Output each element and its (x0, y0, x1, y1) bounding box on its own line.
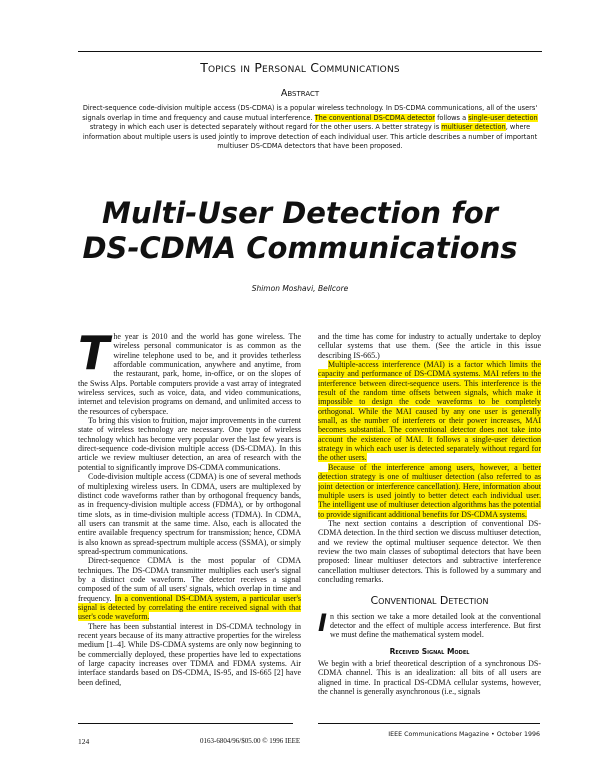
paragraph (318, 608, 541, 640)
paragraph (78, 472, 301, 556)
text-run: We begin with a brief theoretical description of a synchronous DS-CDMA channel. This is an idealization: all bits of all users are aligned in time. In practical DS-CDMA cellular systems, however, the channel is generally asynchronous (i.e., signals (318, 659, 541, 697)
highlighted-text: In a conventional DS-CDMA system, a particular user's signal is detected by correlating the entire received signal with that user's code waveform. (78, 593, 301, 622)
text-run: , where information about multiple users is used jointly to improve detection of each individual user. This article describes a number of important multiuser DS-CDMA detectors that have been proposed. (82, 123, 538, 151)
highlighted-text: multiuser detection (441, 123, 506, 132)
subsection-heading: Received Signal Model (389, 646, 470, 656)
text-run: Direct-sequence CDMA is the most popular of CDMA techniques. The DS-CDMA transmitter multiplies each user's signal by a distinct code waveform. The detector receives a signal composed of the sum of all users' signals, which overlap in time and frequency. (78, 556, 301, 603)
title-line-1: Multi-User Detection for (102, 196, 498, 230)
drop-cap: T (78, 332, 110, 380)
paragraph (318, 659, 541, 696)
author-byline: Shimon Moshavi, Bellcore (251, 284, 349, 293)
highlighted-text: Because of the interference among users, however, a better detection strategy is one of multiuser detection (also referred to as joint detection or interference cancellation). Here, information about multiple users is used jointly to better detect each individual user. The intelligent use of multiuser detection algorithms has the potential to provide significant additional benefits for DS-CDMA systems. (318, 462, 541, 519)
highlighted-text: The conventional DS-CDMA detector (314, 113, 435, 122)
text-run: There has been substantial interest in DS-CDMA technology in recent years because of its many attractive properties for the wireless medium [1–4]. While DS-CDMA systems are only now beginning to be commercially deployed, these properties have led to expectations of large capacity increases over TDMA and FDMA systems. Air interface standards based on DS-CDMA, IS-95, and IS-665 [2] have been defined, (78, 621, 301, 687)
paragraph (318, 463, 541, 519)
section-header: Topics in Personal Communications (200, 60, 400, 75)
abstract-text (78, 104, 542, 152)
section-heading: Conventional Detection (370, 594, 489, 608)
highlighted-text: Multiple-access interference (MAI) is a factor which limits the capacity and performance of DS-CDMA systems. MAI refers to the interference between direct-sequence users. This interference is the result of the random time offsets between signals, which make it impossible to design the code waveforms to be completely orthogonal. While the MAI caused by any one user is generally small, as the number of interferers or their power increases, MAI becomes substantial. The conventional detector does not take into account the existence of MAI. It follows a single-user detection strategy in which each user is detected separately without regard for the other users. (318, 360, 541, 463)
paragraph (78, 622, 301, 687)
paragraph (318, 332, 541, 360)
article-title (0, 196, 600, 266)
text-run: Code-division multiple access (CDMA) is one of several methods of multiplexing wireless users. In CDMA, users are multiplexed by distinct code waveforms rather than by orthogonal frequency bands, as in frequency-division multiple access (FDMA), or by orthogonal time slots, as in time-division multiple access (TDMA). In CDMA, all users can transmit at the same time. Also, each is allocated the entire available frequency spectrum for transmission; hence, CDMA is also known as spread-spectrum multiple access (SSMA), or simply spread-spectrum communications. (78, 472, 301, 556)
text-run: Direct-sequence code-division multiple access (DS-CDMA) is a popular wireless technology. In DS-CDMA communications, all of the users' signals overlap in time and frequency and cause mutual interference. (82, 104, 538, 122)
paragraph (318, 519, 541, 584)
paragraph (78, 416, 301, 472)
text-run: The next section contains a description of conventional DS-CDMA detection. In the third section we discuss multiuser detection, and we review the optimal multiuser sequence detector. We then review the two main classes of suboptimal detectors that have been proposed: linear multiuser detectors and subtractive interference cancellation multiuser detectors. This is followed by a summary and concluding remarks. (318, 518, 541, 584)
highlighted-text: single-user detection (468, 113, 538, 122)
left-column (78, 332, 301, 716)
text-run: To bring this vision to fruition, major improvements in the current state of wireless technology are necessary. One type of wireless technology which has become very popular over the last few years is direct-sequence code-division multiple access (DS-CDMA). In this article we review multiuser detection, an area of research with the potential to significantly improve DS-CDMA communications. (78, 416, 301, 472)
paragraph (78, 556, 301, 621)
header-rule (78, 51, 542, 52)
title-line-2: DS-CDMA Communications (82, 231, 518, 265)
text-run: n this section we take a more detailed look at the conventional detector and the effect of multiple access interference. But first we must define the mathematical system model. (329, 611, 541, 640)
issn-copyright: 0163-6804/96/$05.00 © 1996 IEEE (200, 737, 301, 745)
magazine-footer: IEEE Communications Magazine • October 1996 (388, 731, 540, 738)
page-number: 124 (78, 737, 90, 746)
footer-rule-right (318, 723, 540, 724)
text-run: and the time has come for industry to actually undertake to deploy cellular systems that use them. (See the article in this issue describing IS-665.) (318, 332, 541, 360)
right-column (318, 332, 541, 716)
footer-rule-left (78, 723, 293, 724)
text-run: he year is 2010 and the world has gone wireless. The wireless personal communicator is as common as the wireline telephone used to be, and it provides tetherless affordable communication, anywhere and anytime, from the restaurant, park, home, in-office, or on the slopes of the Swiss Alps. Portable computers provide a vast array of integrated wireless services, such as voice, data, and video communications, internet and television programs on demand, and unlimited access to the resources of cyberspace. (78, 332, 301, 416)
text-run: strategy in which each user is detected separately without regard for the other users. A better strategy is (89, 123, 442, 132)
text-run: follows a (435, 113, 469, 122)
abstract-heading: Abstract (280, 88, 320, 99)
drop-cap: I (318, 608, 327, 637)
paragraph (78, 332, 301, 416)
paragraph (318, 360, 541, 463)
